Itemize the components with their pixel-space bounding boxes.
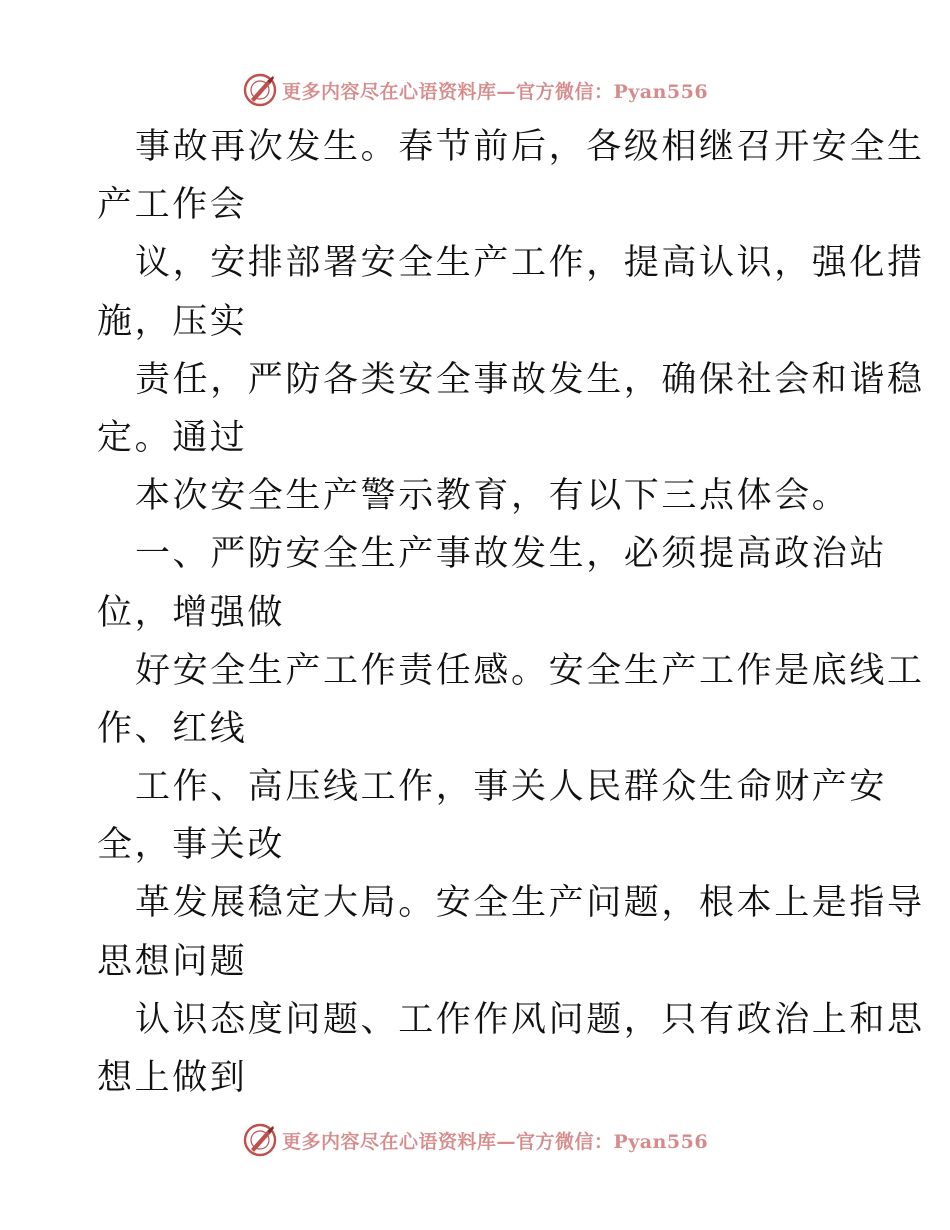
watermark-text: 更多内容尽在心语资料库—官方微信：Pyan556 [281,1130,709,1153]
text-line: 作、红线 [97,708,248,749]
text-line: 定。通过 [97,417,248,458]
text-line: 想上做到 [97,1058,248,1098]
text-line: 好安全生产工作责任感。安全生产工作是底线工 [135,650,925,691]
text-line: 议，安排部署安全生产工作，提高认识，强化措 [135,243,925,284]
text-line: 全，事关改 [97,825,286,866]
pen-logo-icon [242,72,278,108]
text-line: 施，压实 [97,301,248,342]
text-line: 认识态度问题、工作作风问题，只有政治上和思 [135,999,925,1040]
text-line: 事故再次发生。春节前后，各级相继召开安全生 [135,127,925,167]
watermark-footer [0,1120,950,1160]
text-line: 工作、高压线工作，事关人民群众生命财产安 [135,767,888,808]
document-body [97,118,925,1107]
text-line: 思想问题 [97,941,248,982]
text-line: 责任，严防各类安全事故发生，确保社会和谐稳 [135,359,925,400]
text-line: 本次安全生产警示教育，有以下三点体会。 [135,476,850,517]
text-line: 革发展稳定大局。安全生产问题，根本上是指导 [135,883,925,924]
text-line: 一、严防安全生产事故发生，必须提高政治站 [135,534,888,575]
text-line: 位，增强做 [97,592,286,633]
text-line: 产工作会 [97,185,248,226]
watermark-header [0,70,950,110]
watermark-text: 更多内容尽在心语资料库—官方微信：Pyan556 [281,80,709,103]
pen-logo-icon [242,1122,278,1158]
